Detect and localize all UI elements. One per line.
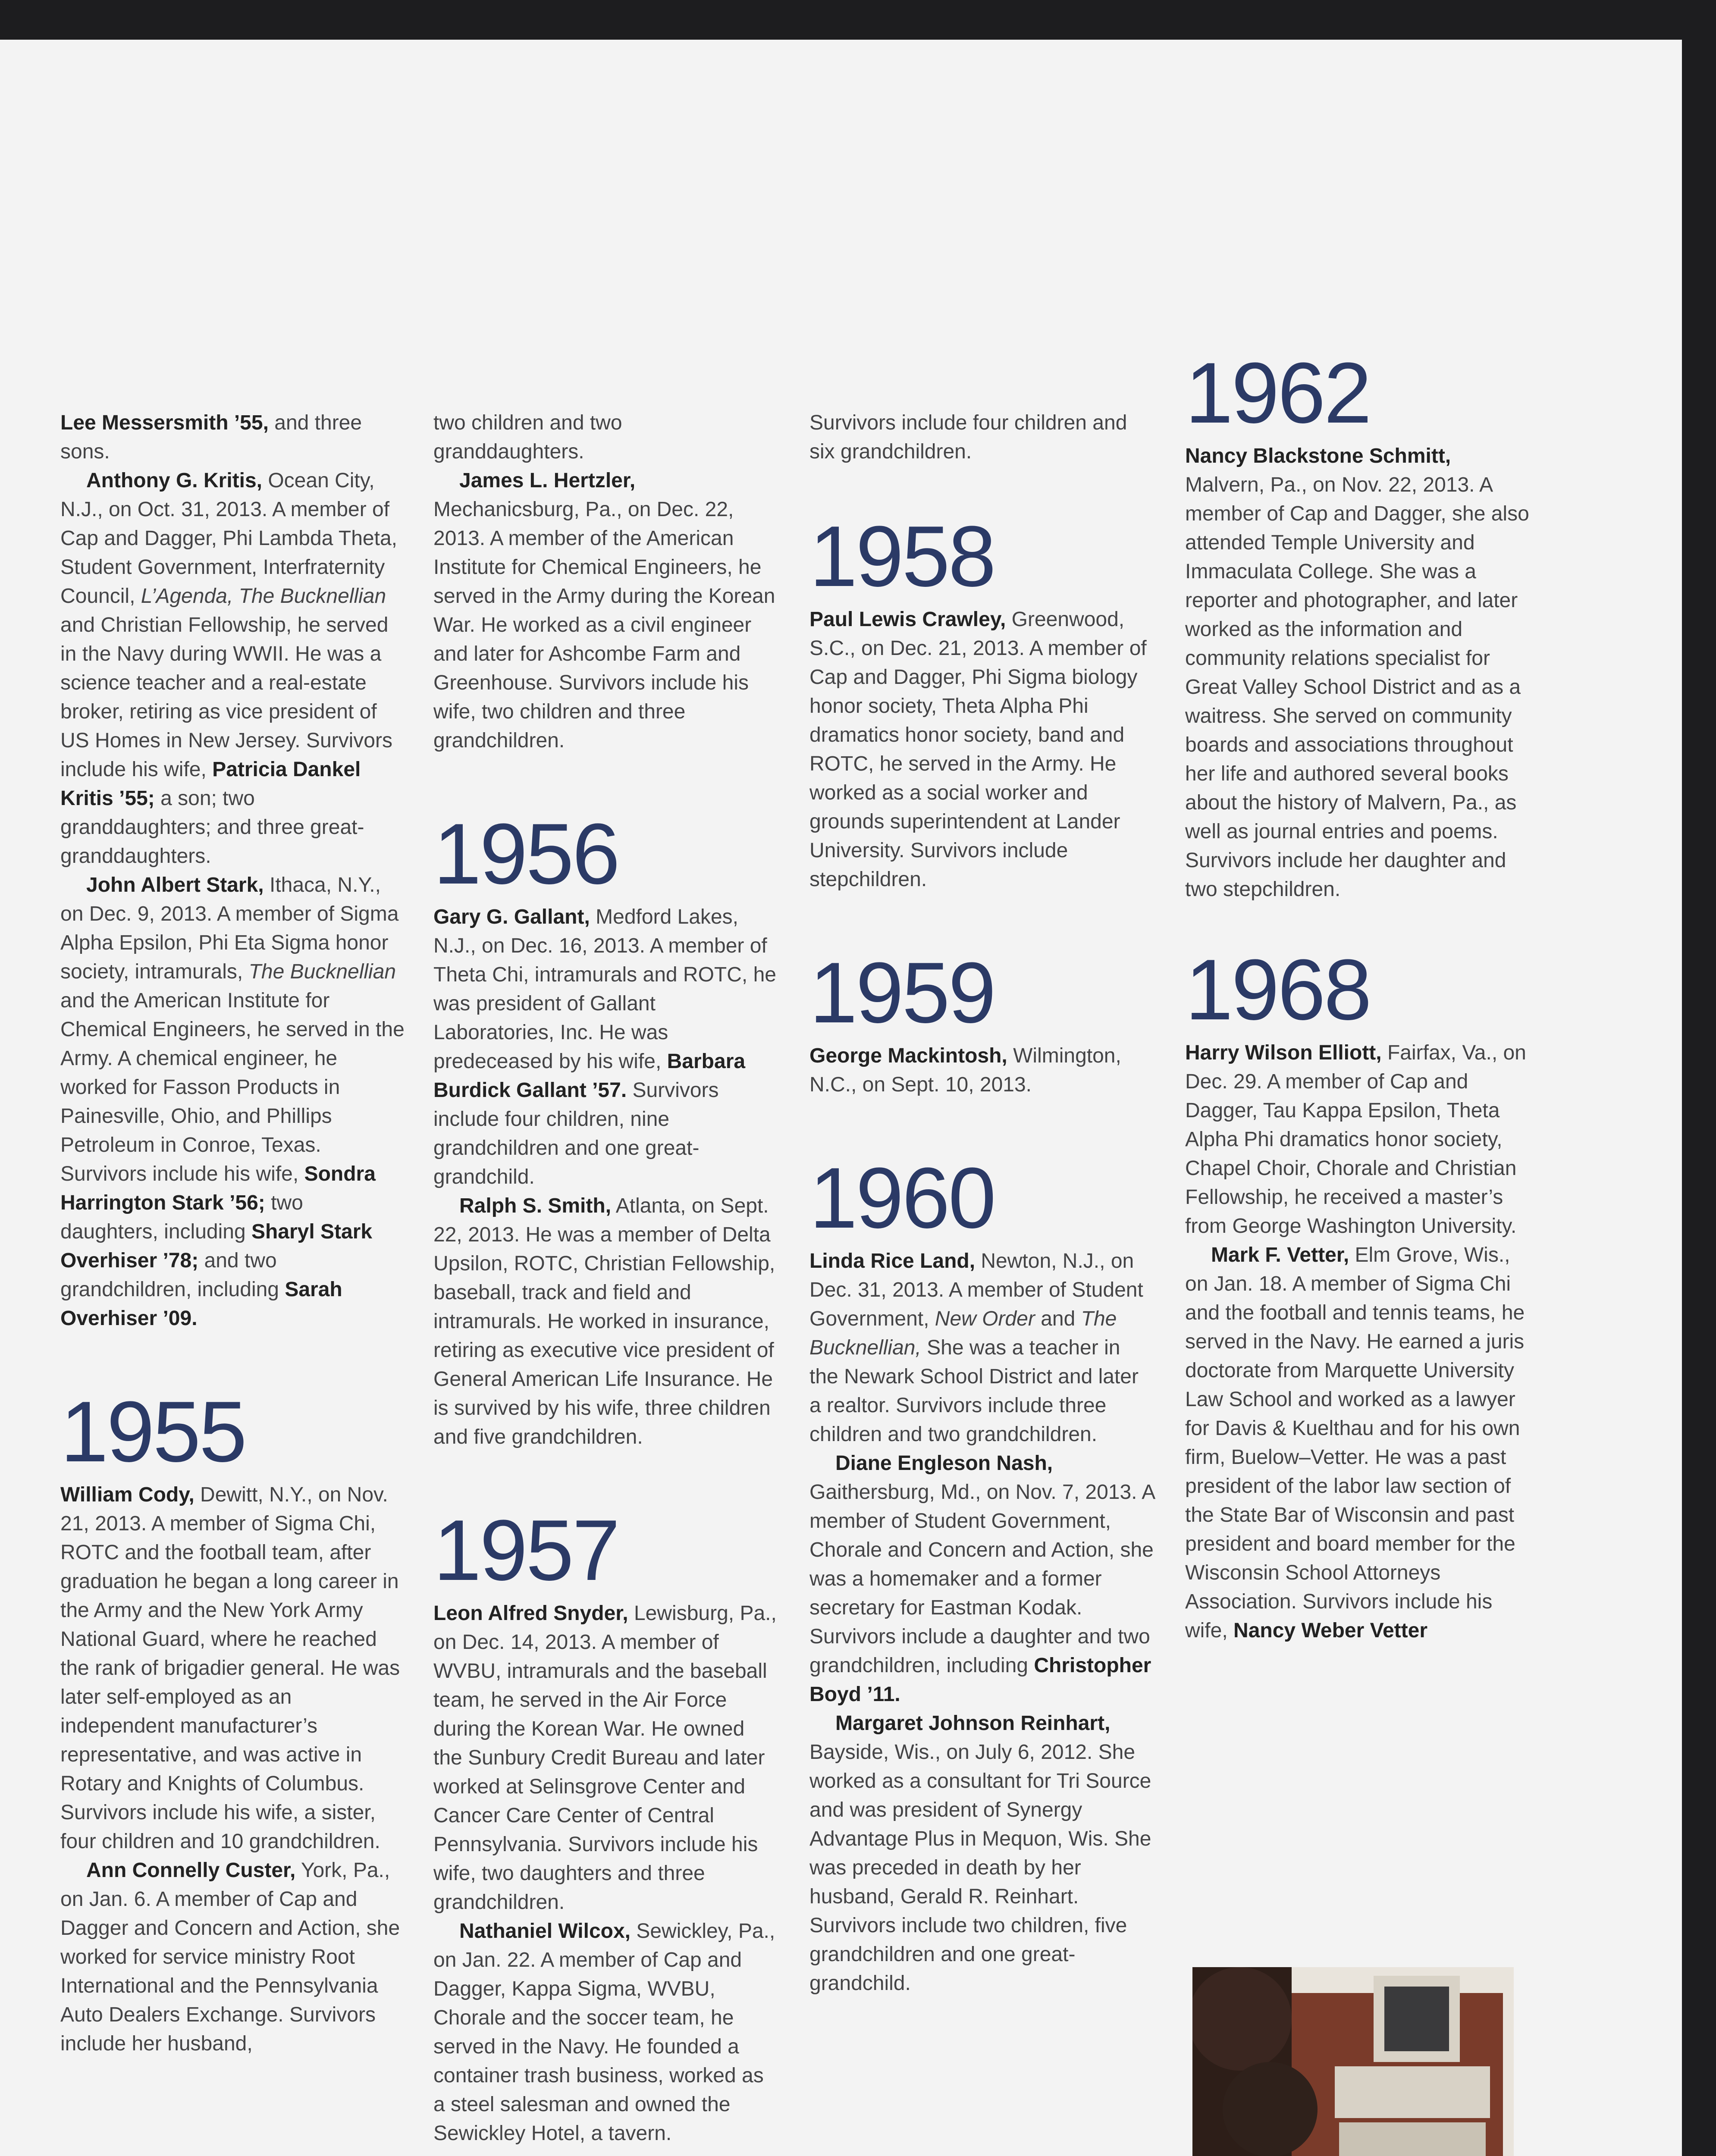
obituary-entry: Nancy Blackstone Schmitt, Malvern, Pa., on Nov. 22, 2013. A member of Cap and Dagger, she also attended Temple University and Immaculata College. She was a reporter and photographer, and later worked as the information and community relations specialist for Great Valley School District and as a waitress. She served on community boards and associations throughout her life and authored several books about the history of Malvern, Pa., as well as journal entries and poems. Survivors include her daughter and two stepchildren. — [1185, 445, 1529, 901]
obituary-continuation: Survivors include four children and six grandchildren. — [809, 411, 1127, 463]
obituary-continuation: two children and two granddaughters. — [433, 411, 622, 463]
class-year-heading: 1955 — [60, 1384, 245, 1480]
obituary-entry: William Cody, Dewitt, N.Y., on Nov. 21, 2013. A member of Sigma Chi, ROTC and the football team, after graduation he began a long career in the Army and the New York Army National Guard, where he reached the rank of brigadier general. He was later self-employed as an independent manufacturer’s representative, and was active in Rotary and Knights of Columbus. Survivors include his wife, a sister, four children and 10 grandchildren. — [60, 1483, 400, 1853]
magazine-page — [0, 40, 1682, 2156]
column-4 — [1185, 345, 1530, 1645]
section-gap — [433, 1451, 778, 1507]
section-gap — [1185, 904, 1530, 947]
obituary-entry: Margaret Johnson Reinhart, Bayside, Wis., on July 6, 2012. She worked as a consultant for Tri Source and was president of Synergy Advantage Plus in Mequon, Wis. She was preceded in death by her husband, Gerald R. Reinhart. Survivors include two children, five grandchildren and one great-grandchild. — [809, 1712, 1151, 1995]
obituary-entry: Ann Connelly Custer, York, Pa., on Jan. 6. A member of Cap and Dagger and Concern and Action, she worked for service ministry Root International and the Pennsylvania Auto Dealers Exchange. Survivors include her husband, — [60, 1859, 400, 2055]
column-3 — [809, 408, 1154, 1998]
building-photo — [1192, 1967, 1514, 2156]
building-photo-icon — [1192, 1967, 1514, 2156]
obituary-entry: Ralph S. Smith, Atlanta, on Sept. 22, 2013. He was a member of Delta Upsilon, ROTC, Christian Fellowship, baseball, track and field and intramurals. He worked in insurance, retiring as executive vice president of General American Life Insurance. He is survived by his wife, three children and five grandchildren. — [433, 1194, 775, 1448]
obituary-entry: George Mackintosh, Wilmington, N.C., on Sept. 10, 2013. — [809, 1044, 1121, 1096]
class-year-heading: 1962 — [1185, 345, 1370, 441]
obituary-entry: Mark F. Vetter, Elm Grove, Wis., on Jan. 18. A member of Sigma Chi and the football and tennis teams, he served in the Navy. He earned a juris doctorate from Marquette University Law School and worked as a lawyer for Davis & Kuelthau and for his own firm, Buelow–Vetter. He was a past president of the labor law section of the State Bar of Wisconsin and past president and board member for the Wisconsin School Attorneys Association. Survivors include his wife, Nancy Weber Vetter — [1185, 1244, 1525, 1642]
column-2 — [433, 408, 778, 2148]
class-year-heading: 1968 — [1185, 942, 1370, 1038]
obituary-entry: Leon Alfred Snyder, Lewisburg, Pa., on Dec. 14, 2013. A member of WVBU, intramurals and the baseball team, he served in the Air Force during the Korean War. He owned the Sunbury Credit Bureau and later worked at Selinsgrove Center and Cancer Care Center of Central Pennsylvania. Survivors include his wife, two daughters and three grandchildren. — [433, 1602, 777, 1914]
obituary-entry: Diane Engleson Nash, Gaithersburg, Md., on Nov. 7, 2013. A member of Student Government, Chorale and Concern and Action, she was a homemaker and a former secretary for Eastman Kodak. Survivors include a daughter and two grandchildren, including Christopher Boyd ’11. — [809, 1452, 1154, 1706]
class-year-heading: 1956 — [433, 806, 618, 902]
class-year-heading: 1957 — [433, 1502, 618, 1598]
obituary-entry: John Albert Stark, Ithaca, N.Y., on Dec. 9, 2013. A member of Sigma Alpha Epsilon, Phi Eta Sigma honor society, intramurals, The Bucknellian and the American Institute for Chemical Engineers, he served in the Army. A chemical engineer, he worked for Fasson Products in Painesville, Ohio, and Phillips Petroleum in Conroe, Texas. Survivors include his wife, Sondra Harrington Stark ’56; two daughters, including Sharyl Stark Overhiser ’78; and two grandchildren, including Sarah Overhiser ’09. — [60, 874, 405, 1330]
obituary-entry: James L. Hertzler, Mechanicsburg, Pa., on Dec. 22, 2013. A member of the American Institute for Chemical Engineers, he served in the Army during the Korean War. He worked as a civil engineer and later for Ashcombe Farm and Greenhouse. Survivors include his wife, two children and three grandchildren. — [433, 469, 775, 752]
section-gap — [809, 894, 1154, 950]
section-gap — [60, 1333, 405, 1389]
class-year-heading: 1959 — [809, 945, 994, 1041]
class-year-heading: 1960 — [809, 1150, 994, 1246]
obituary-entry: Paul Lewis Crawley, Greenwood, S.C., on Dec. 21, 2013. A member of Cap and Dagger, Phi Sigma biology honor society, Theta Alpha Phi dramatics honor society, band and ROTC, he served in the Army. He worked as a social worker and grounds superintendent at Lander University. Survivors include stepchildren. — [809, 608, 1147, 891]
obituary-entry: Lee Messersmith ’55, and three sons. — [60, 411, 362, 463]
obituary-entry: Harry Wilson Elliott, Fairfax, Va., on Dec. 29. A member of Cap and Dagger, Tau Kappa Epsilon, Theta Alpha Phi dramatics honor society, Chapel Choir, Chorale and Christian Fellowship, he received a master’s from George Washington University. — [1185, 1041, 1526, 1238]
section-gap — [433, 755, 778, 811]
class-year-heading: 1958 — [809, 508, 994, 605]
obituary-entry: Nathaniel Wilcox, Sewickley, Pa., on Jan. 22. A member of Cap and Dagger, Kappa Sigma, WVBU, Chorale and the soccer team, he served in the Navy. He founded a container trash business, worked as a steel salesman and owned the Sewickley Hotel, a tavern. — [433, 1920, 775, 2145]
obituary-entry: Anthony G. Kritis, Ocean City, N.J., on Oct. 31, 2013. A member of Cap and Dagger, Phi Lambda Theta, Student Government, Interfraternity Council, L’Agenda, The Bucknellian and Christian Fellowship, he served in the Navy during WWII. He was a science teacher and a real-estate broker, retiring as vice president of US Homes in New Jersey. Survivors include his wife, Patricia Dankel Kritis ’55; a son; two granddaughters; and three great-granddaughters. — [60, 469, 397, 868]
column-1 — [60, 408, 405, 2058]
section-gap — [809, 1099, 1154, 1155]
section-gap — [809, 466, 1154, 514]
obituary-entry: Linda Rice Land, Newton, N.J., on Dec. 31, 2013. A member of Student Government, New Order and The Bucknellian, She was a teacher in the Newark School District and later a realtor. Survivors include three children and two grandchildren. — [809, 1250, 1143, 1446]
obituary-entry: Gary G. Gallant, Medford Lakes, N.J., on Dec. 16, 2013. A member of Theta Chi, intramurals and ROTC, he was president of Gallant Laboratories, Inc. He was predeceased by his wife, Barbara Burdick Gallant ’57. Survivors include four children, nine grandchildren and one great-grandchild. — [433, 906, 776, 1188]
